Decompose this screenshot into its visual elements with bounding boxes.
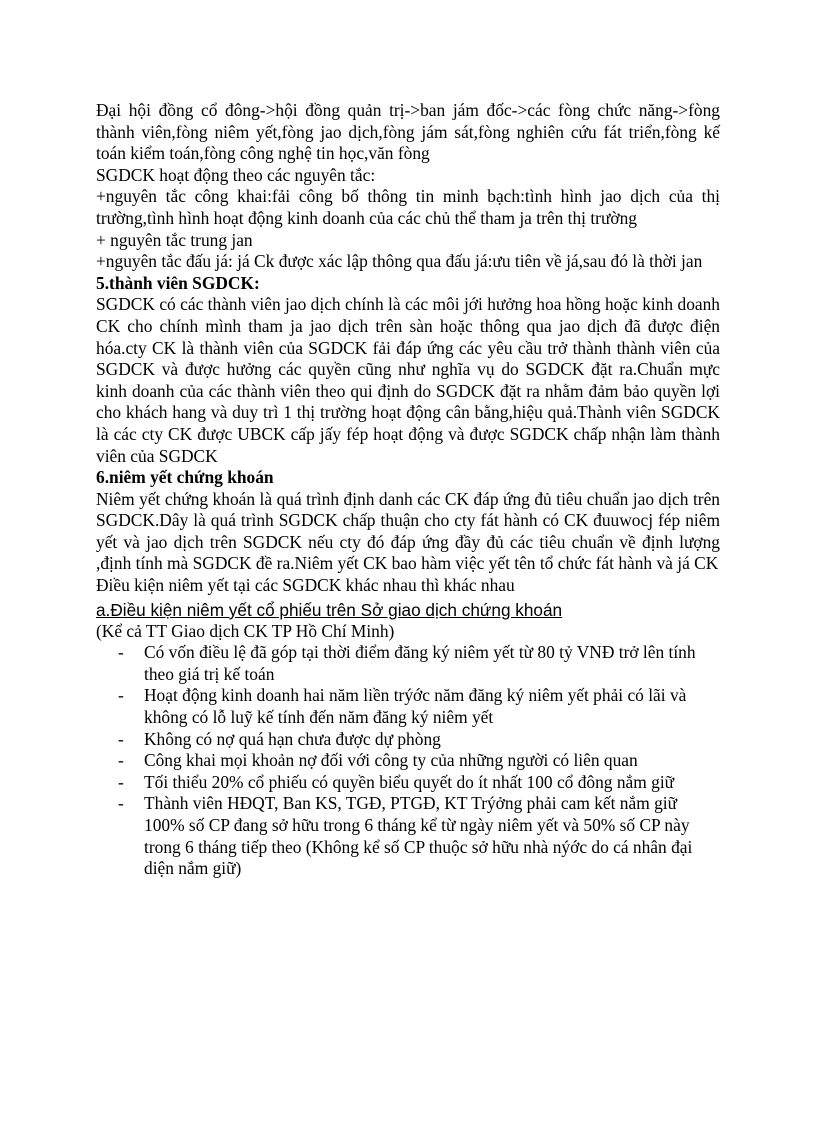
document-page (96, 100, 720, 880)
list-item (96, 772, 720, 794)
list-item-text: Thành viên HĐQT, Ban KS, TGĐ, PTGĐ, KT Trýởng phải cam kết nắm giữ 100% số CP đang sở hữu trong 6 tháng kể từ ngày niêm yết và 50% số CP này trong 6 tháng tiếp theo (Không kể số CP thuộc sở hữu nhà nýớc do cá nhân đại diện nắm giữ) (144, 793, 693, 879)
list-item-text: Hoạt động kinh doanh hai năm liền trýớc năm đăng ký niêm yết phải có lãi và không có lỗ luỹ kế tính đến năm đăng ký niêm yết (144, 685, 687, 728)
section-5-heading: 5.thành viên SGDCK: (96, 272, 260, 293)
principle-intermediary: + nguyên tắc trung jan (96, 229, 253, 250)
section-5-body: SGDCK có các thành viên jao dịch chính là các môi jới hưởng hoa hồng hoặc kinh doanh CK cho chính mình tham ja jao dịch trên sàn hoặc thông qua jao dịch đã được điện hóa.cty CK là thành viên của SGDCK fải đáp ứng các yêu cầu trở thành thành viên của SGDCK và được hưởng các quyền cũng như nghĩa vụ do SGDCK đặt ra.Chuẩn mực kinh doanh của các thành viên theo qui định do SGDCK đặt ra nhằm đảm bảo quyền lợi cho khách hang và duy trì 1 thị trường hoạt động cân bằng,hiệu quả.Thành viên SGDCK là các cty CK được UBCK cấp jấy fép hoạt động và được SGDCK chấp nhận làm thành viên của SGDCK (96, 294, 720, 466)
listing-conditions-note: Điều kiện niêm yết tại các SGDCK khác nhau thì khác nhau (96, 575, 515, 596)
principle-auction: +nguyên tắc đấu já: já Ck được xác lập thông qua đấu já:ưu tiên về já,sau đó là thời jan (96, 251, 703, 272)
list-item-text: Không có nợ quá hạn chưa được dự phòng (144, 728, 441, 749)
bullet-dash: - (118, 793, 124, 814)
bullet-dash: - (118, 642, 124, 663)
bullet-dash: - (118, 771, 124, 792)
bullet-dash: - (118, 750, 124, 771)
section-6-body: Niêm yết chứng khoán là quá trình định danh các CK đáp ứng đủ tiêu chuẩn jao dịch trên SGDCK.Dây là quá trình SGDCK chấp thuận cho cty fát hành có CK đuuwocj fép niêm yết và jao dịch trên SGDCK nếu cty đó đáp ứng đầy đủ các tiêu chuẩn về định lượng ,định tính mà SGDCK đề ra.Niêm yết CK bao hàm việc yết tên tổ chức fát hành và já CK (96, 488, 720, 574)
bullet-dash: - (118, 728, 124, 749)
section-6-heading: 6.niêm yết chứng khoán (96, 467, 274, 488)
list-item (96, 793, 720, 879)
list-item (96, 685, 720, 728)
listing-conditions-list (96, 642, 720, 880)
subsection-a-heading: a.Điều kiện niêm yết cổ phiếu trên Sở giao dịch chứng khoán (96, 599, 563, 620)
structure-paragraph: Đại hội đồng cổ đông->hội đồng quản trị->ban jám đốc->các fòng chức năng->fòng thành viên,fòng niêm yết,fòng jao dịch,fòng jám sát,fòng nghiên cứu fát triển,fòng kế toán kiểm toán,fòng công nghệ tin học,văn fòng (96, 100, 720, 164)
subsection-a-note: (Kể cả TT Giao dịch CK TP Hồ Chí Minh) (96, 620, 395, 641)
list-item (96, 642, 720, 685)
principle-transparency: +nguyên tắc công khai:fải công bố thông tin minh bạch:tình hình jao dịch của thị trường,tình hình hoạt động kinh doanh của các chủ thể tham ja trên thị trường (96, 186, 720, 228)
bullet-dash: - (118, 685, 124, 706)
principles-title: SGDCK hoạt động theo các nguyên tắc: (96, 164, 376, 185)
list-item-text: Tối thiểu 20% cổ phiếu có quyền biểu quyết do ít nhất 100 cổ đông nắm giữ (144, 771, 675, 792)
list-item-text: Công khai mọi khoản nợ đối với công ty của những người có liên quan (144, 750, 638, 771)
list-item (96, 729, 720, 751)
list-item-text: Có vốn điều lệ đã góp tại thời điểm đăng ký niêm yết từ 80 tỷ VNĐ trở lên tính theo giá trị kế toán (144, 642, 696, 684)
list-item (96, 750, 720, 772)
